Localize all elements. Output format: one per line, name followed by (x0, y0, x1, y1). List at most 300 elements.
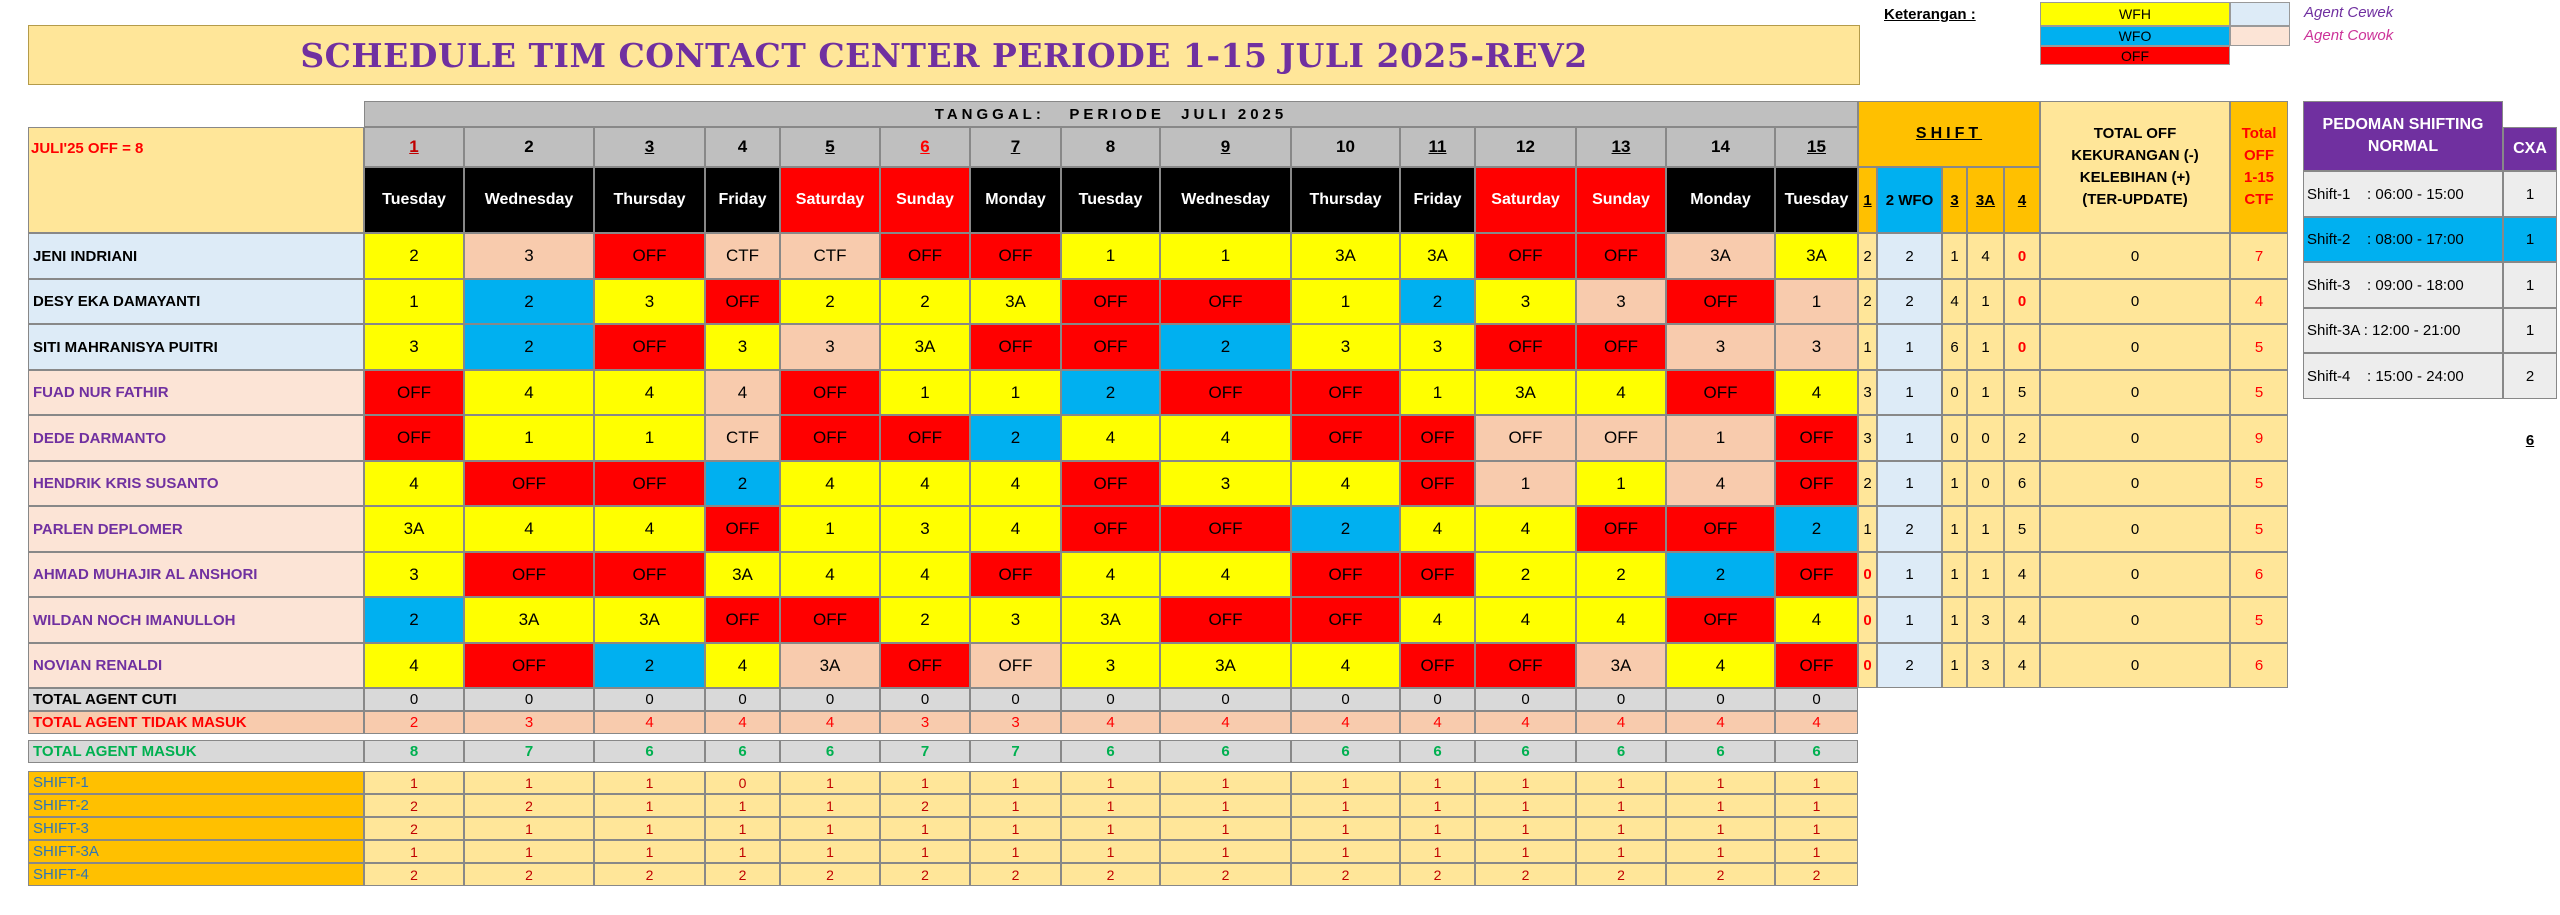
shift-count-cell: 1 (1877, 370, 1942, 415)
schedule-cell: OFF (594, 461, 705, 506)
pedoman-cxa-value: 1 (2503, 262, 2557, 308)
schedule-cell: OFF (1775, 461, 1858, 506)
schedule-cell: 1 (1775, 279, 1858, 324)
pedoman-title-line: PEDOMAN SHIFTING (2322, 116, 2484, 133)
date-number: 4 (705, 127, 780, 167)
shift-summary-cell: 1 (594, 794, 705, 817)
schedule-cell: 2 (1160, 324, 1291, 370)
schedule-cell: 3 (780, 324, 880, 370)
shift-header: SHIFT (1858, 101, 2040, 167)
legend-wfh: WFH (2040, 2, 2230, 26)
shift-summary-cell: 2 (594, 863, 705, 886)
shift-count-cell: 1 (1942, 461, 1967, 506)
total-ctf-header-line: Total (2241, 125, 2277, 142)
agent-name: HENDRIK KRIS SUSANTO (28, 461, 364, 506)
legend-off: OFF (2040, 46, 2230, 65)
shift-count-cell: 1 (1942, 506, 1967, 552)
totals-cell: 0 (1775, 688, 1858, 711)
schedule-cell: 3 (1400, 324, 1475, 370)
schedule-cell: OFF (705, 279, 780, 324)
date-number: 12 (1475, 127, 1576, 167)
shift-summary-cell: 2 (364, 863, 464, 886)
schedule-cell: 4 (1576, 597, 1666, 643)
schedule-cell: 2 (464, 279, 594, 324)
pedoman-cxa-value: 1 (2503, 171, 2557, 217)
schedule-cell: 2 (1775, 506, 1858, 552)
schedule-cell: 4 (1400, 506, 1475, 552)
totals-cell: 0 (1400, 688, 1475, 711)
shift-summary-cell: 1 (594, 840, 705, 863)
shift-summary-cell: 1 (364, 840, 464, 863)
schedule-cell: 2 (364, 597, 464, 643)
totals-cell: 0 (594, 688, 705, 711)
totals-cell: 6 (780, 740, 880, 763)
schedule-cell: 4 (1061, 552, 1160, 597)
totals-cell: 0 (1666, 688, 1775, 711)
day-name: Wednesday (464, 167, 594, 233)
schedule-cell: OFF (1291, 415, 1400, 461)
shift-summary-cell: 1 (705, 840, 780, 863)
date-number: 15 (1775, 127, 1858, 167)
shift-count-cell: 1 (1942, 233, 1967, 279)
shift-count-cell: 3 (1858, 370, 1877, 415)
schedule-cell: 4 (1475, 506, 1576, 552)
shift-summary-cell: 2 (1400, 863, 1475, 886)
shift-summary-cell: 1 (1666, 817, 1775, 840)
shift-count-cell: 4 (1942, 279, 1967, 324)
schedule-cell: 2 (1400, 279, 1475, 324)
schedule-cell: 1 (970, 370, 1061, 415)
shift-summary-cell: 2 (1475, 863, 1576, 886)
shift-summary-cell: 1 (970, 771, 1061, 794)
shift-summary-cell: 1 (780, 771, 880, 794)
totals-cell: 0 (1291, 688, 1400, 711)
shift-count-cell: 4 (2004, 552, 2040, 597)
shift-summary-cell: 1 (1775, 817, 1858, 840)
shift-summary-cell: 1 (780, 794, 880, 817)
schedule-cell: OFF (1576, 324, 1666, 370)
shift-summary-cell: 1 (780, 817, 880, 840)
shift-summary-cell: 1 (880, 817, 970, 840)
total-off-cell: 0 (2040, 506, 2230, 552)
schedule-cell: OFF (1400, 461, 1475, 506)
page-title: SCHEDULE TIM CONTACT CENTER PERIODE 1-15 JULI 2025-REV2 (28, 25, 1860, 85)
schedule-cell: 3A (1400, 233, 1475, 279)
shift-count-cell: 6 (1942, 324, 1967, 370)
date-number: 14 (1666, 127, 1775, 167)
schedule-cell: OFF (594, 552, 705, 597)
agent-name: DEDE DARMANTO (28, 415, 364, 461)
schedule-cell: 2 (1666, 552, 1775, 597)
shift-summary-cell: 1 (1666, 840, 1775, 863)
day-name: Sunday (1576, 167, 1666, 233)
schedule-cell: 4 (1400, 597, 1475, 643)
day-name: Tuesday (1775, 167, 1858, 233)
schedule-cell: OFF (1061, 461, 1160, 506)
total-off-header (2040, 101, 2230, 233)
schedule-cell: 3A (594, 597, 705, 643)
schedule-cell: 3 (364, 324, 464, 370)
date-number: 10 (1291, 127, 1400, 167)
schedule-cell: OFF (780, 370, 880, 415)
schedule-cell: 4 (364, 461, 464, 506)
totals-cell: 4 (780, 711, 880, 734)
schedule-cell: 4 (1160, 552, 1291, 597)
shift-count-cell: 1 (1877, 324, 1942, 370)
schedule-cell: 2 (1291, 506, 1400, 552)
totals-cell: 0 (364, 688, 464, 711)
date-number: 13 (1576, 127, 1666, 167)
shift-summary-cell: 1 (1475, 794, 1576, 817)
shift-col-header: 1 (1858, 167, 1877, 233)
total-ctf-cell: 7 (2230, 233, 2288, 279)
schedule-cell: OFF (1160, 279, 1291, 324)
shift-summary-cell: 1 (1666, 771, 1775, 794)
shift-summary-cell: 2 (880, 863, 970, 886)
shift-summary-cell: 1 (970, 840, 1061, 863)
totals-cell: 4 (1400, 711, 1475, 734)
totals-cell: 4 (1160, 711, 1291, 734)
shift-summary-cell: 2 (364, 817, 464, 840)
date-number: 6 (880, 127, 970, 167)
shift-count-cell: 4 (2004, 597, 2040, 643)
day-name: Saturday (780, 167, 880, 233)
totals-cell: 0 (464, 688, 594, 711)
schedule-cell: OFF (1475, 324, 1576, 370)
shift-count-cell: 0 (1942, 415, 1967, 461)
totals-cell: 4 (1576, 711, 1666, 734)
schedule-cell: OFF (970, 233, 1061, 279)
schedule-cell: 4 (594, 506, 705, 552)
schedule-cell: OFF (594, 233, 705, 279)
shift-summary-label: SHIFT-1 (28, 771, 364, 794)
totals-cell: 0 (780, 688, 880, 711)
shift-count-cell: 4 (1967, 233, 2004, 279)
schedule-cell: OFF (1475, 233, 1576, 279)
shift-count-cell: 3 (1967, 643, 2004, 688)
shift-summary-label: SHIFT-4 (28, 863, 364, 886)
shift-summary-cell: 2 (1160, 863, 1291, 886)
schedule-cell: 4 (1775, 597, 1858, 643)
schedule-cell: 3 (970, 597, 1061, 643)
pedoman-shift-row: Shift-1 : 06:00 - 15:00 (2303, 171, 2503, 217)
schedule-cell: OFF (970, 324, 1061, 370)
schedule-cell: 4 (1061, 415, 1160, 461)
day-name: Sunday (880, 167, 970, 233)
shift-count-cell: 2 (2004, 415, 2040, 461)
shift-summary-cell: 1 (1160, 817, 1291, 840)
total-off-cell: 0 (2040, 279, 2230, 324)
shift-summary-cell: 1 (880, 771, 970, 794)
totals-cell: 0 (1576, 688, 1666, 711)
schedule-cell: 3 (1775, 324, 1858, 370)
schedule-cell: 1 (1291, 279, 1400, 324)
off-quota-note: JULI'25 OFF = 8 (28, 127, 364, 233)
schedule-cell: 2 (1576, 552, 1666, 597)
shift-summary-cell: 1 (970, 794, 1061, 817)
shift-summary-cell: 1 (780, 840, 880, 863)
schedule-cell: OFF (1775, 415, 1858, 461)
schedule-cell: 4 (1775, 370, 1858, 415)
agent-name: WILDAN NOCH IMANULLOH (28, 597, 364, 643)
schedule-cell: OFF (1160, 506, 1291, 552)
schedule-cell: 3A (1775, 233, 1858, 279)
totals-label: TOTAL AGENT TIDAK MASUK (28, 711, 364, 734)
pedoman-shift-row: Shift-2 : 08:00 - 17:00 (2303, 217, 2503, 262)
schedule-cell: CTF (780, 233, 880, 279)
shift-summary-cell: 1 (1291, 817, 1400, 840)
schedule-cell: 4 (464, 506, 594, 552)
shift-count-cell: 0 (1858, 643, 1877, 688)
schedule-cell: OFF (1160, 597, 1291, 643)
shift-count-cell: 0 (1967, 415, 2004, 461)
schedule-cell: 3A (1666, 233, 1775, 279)
totals-cell: 0 (705, 688, 780, 711)
totals-cell: 4 (1475, 711, 1576, 734)
total-off-header-line: KEKURANGAN (-) (2071, 147, 2199, 164)
shift-summary-cell: 1 (1291, 794, 1400, 817)
schedule-cell: 1 (880, 370, 970, 415)
shift-summary-cell: 1 (1576, 817, 1666, 840)
schedule-cell: 1 (594, 415, 705, 461)
shift-summary-cell: 2 (1061, 863, 1160, 886)
schedule-cell: 3 (1061, 643, 1160, 688)
schedule-cell: OFF (1061, 324, 1160, 370)
schedule-cell: OFF (880, 415, 970, 461)
shift-count-cell: 0 (2004, 324, 2040, 370)
schedule-cell: 2 (780, 279, 880, 324)
shift-count-cell: 0 (1858, 552, 1877, 597)
shift-summary-cell: 2 (1576, 863, 1666, 886)
date-number: 7 (970, 127, 1061, 167)
day-name: Thursday (594, 167, 705, 233)
totals-cell: 4 (705, 711, 780, 734)
shift-count-cell: 3 (1967, 597, 2004, 643)
schedule-cell: 4 (1291, 461, 1400, 506)
schedule-cell: 3 (1291, 324, 1400, 370)
schedule-cell: OFF (1291, 370, 1400, 415)
date-number: 2 (464, 127, 594, 167)
schedule-cell: 1 (1400, 370, 1475, 415)
totals-cell: 3 (880, 711, 970, 734)
agent-name: FUAD NUR FATHIR (28, 370, 364, 415)
shift-count-cell: 1 (1967, 552, 2004, 597)
totals-cell: 2 (364, 711, 464, 734)
shift-summary-cell: 1 (1576, 771, 1666, 794)
schedule-cell: OFF (970, 552, 1061, 597)
schedule-cell: OFF (364, 415, 464, 461)
total-ctf-header (2230, 101, 2288, 233)
schedule-cell: OFF (880, 233, 970, 279)
shift-summary-label: SHIFT-3A (28, 840, 364, 863)
shift-count-cell: 1 (1967, 324, 2004, 370)
schedule-cell: 3 (1666, 324, 1775, 370)
agent-name: SITI MAHRANISYA PUITRI (28, 324, 364, 370)
total-off-cell: 0 (2040, 461, 2230, 506)
schedule-cell: OFF (1666, 370, 1775, 415)
shift-count-cell: 4 (2004, 643, 2040, 688)
schedule-cell: 3A (1576, 643, 1666, 688)
shift-count-cell: 0 (1858, 597, 1877, 643)
schedule-cell: 3 (1475, 279, 1576, 324)
total-off-cell: 0 (2040, 597, 2230, 643)
pedoman-shift-row: Shift-4 : 15:00 - 24:00 (2303, 353, 2503, 399)
totals-cell: 4 (594, 711, 705, 734)
schedule-cell: 3 (464, 233, 594, 279)
schedule-cell: 3 (880, 506, 970, 552)
schedule-cell: 1 (1576, 461, 1666, 506)
shift-count-cell: 1 (1877, 597, 1942, 643)
total-off-cell: 0 (2040, 324, 2230, 370)
shift-summary-cell: 1 (464, 771, 594, 794)
schedule-cell: OFF (780, 415, 880, 461)
totals-cell: 6 (1475, 740, 1576, 763)
total-ctf-cell: 9 (2230, 415, 2288, 461)
totals-cell: 6 (1666, 740, 1775, 763)
schedule-cell: OFF (1291, 597, 1400, 643)
schedule-cell: OFF (464, 461, 594, 506)
legend-male-swatch (2230, 26, 2290, 46)
schedule-cell: OFF (1291, 552, 1400, 597)
date-number: 9 (1160, 127, 1291, 167)
day-name: Tuesday (1061, 167, 1160, 233)
date-number: 3 (594, 127, 705, 167)
shift-count-cell: 3 (1858, 415, 1877, 461)
shift-summary-cell: 1 (1160, 771, 1291, 794)
shift-count-cell: 5 (2004, 506, 2040, 552)
shift-summary-cell: 1 (364, 771, 464, 794)
legend-agent-cewek: Agent Cewek (2304, 4, 2394, 21)
totals-cell: 6 (1061, 740, 1160, 763)
schedule-cell: OFF (1400, 552, 1475, 597)
schedule-cell: 4 (1666, 461, 1775, 506)
totals-cell: 6 (705, 740, 780, 763)
total-ctf-cell: 5 (2230, 461, 2288, 506)
schedule-cell: 1 (464, 415, 594, 461)
pedoman-cxa-total: 6 (2525, 431, 2535, 449)
schedule-cell: OFF (1061, 506, 1160, 552)
shift-summary-label: SHIFT-3 (28, 817, 364, 840)
schedule-cell: 2 (1061, 370, 1160, 415)
total-ctf-cell: 5 (2230, 597, 2288, 643)
shift-summary-cell: 0 (705, 771, 780, 794)
shift-count-cell: 0 (1967, 461, 2004, 506)
day-name: Thursday (1291, 167, 1400, 233)
shift-summary-cell: 1 (1775, 794, 1858, 817)
shift-summary-cell: 1 (1061, 794, 1160, 817)
total-off-cell: 0 (2040, 643, 2230, 688)
totals-cell: 4 (1291, 711, 1400, 734)
pedoman-cxa-value: 1 (2503, 308, 2557, 353)
shift-summary-cell: 2 (705, 863, 780, 886)
total-off-header-line: TOTAL OFF (2093, 125, 2177, 142)
shift-count-cell: 2 (1877, 643, 1942, 688)
shift-count-cell: 1 (1877, 415, 1942, 461)
shift-count-cell: 1 (1858, 324, 1877, 370)
schedule-cell: 4 (705, 643, 780, 688)
day-name: Friday (705, 167, 780, 233)
schedule-cell: OFF (1666, 506, 1775, 552)
schedule-cell: 2 (880, 597, 970, 643)
schedule-cell: 4 (880, 461, 970, 506)
shift-summary-cell: 1 (1400, 840, 1475, 863)
shift-summary-cell: 1 (464, 817, 594, 840)
totals-cell: 7 (970, 740, 1061, 763)
pedoman-title (2303, 101, 2503, 171)
shift-col-header: 3A (1967, 167, 2004, 233)
date-number: 11 (1400, 127, 1475, 167)
totals-cell: 6 (1160, 740, 1291, 763)
total-off-header-line: KELEBIHAN (+) (2079, 169, 2191, 186)
schedule-cell: OFF (780, 597, 880, 643)
totals-cell: 6 (594, 740, 705, 763)
day-name: Monday (970, 167, 1061, 233)
schedule-cell: OFF (464, 552, 594, 597)
shift-summary-cell: 1 (1061, 840, 1160, 863)
shift-summary-cell: 2 (780, 863, 880, 886)
agent-name: NOVIAN RENALDI (28, 643, 364, 688)
total-ctf-cell: 5 (2230, 324, 2288, 370)
date-number: 5 (780, 127, 880, 167)
schedule-cell: 2 (970, 415, 1061, 461)
shift-count-cell: 1 (1967, 279, 2004, 324)
schedule-cell: OFF (1666, 279, 1775, 324)
shift-count-cell: 1 (1942, 552, 1967, 597)
day-name: Tuesday (364, 167, 464, 233)
schedule-cell: 3A (1291, 233, 1400, 279)
shift-summary-cell: 2 (464, 794, 594, 817)
shift-summary-cell: 1 (1160, 794, 1291, 817)
totals-cell: 0 (1160, 688, 1291, 711)
shift-count-cell: 6 (2004, 461, 2040, 506)
schedule-cell: 3A (705, 552, 780, 597)
schedule-cell: OFF (970, 643, 1061, 688)
schedule-cell: 3A (1475, 370, 1576, 415)
totals-cell: 0 (1061, 688, 1160, 711)
shift-summary-cell: 1 (970, 817, 1061, 840)
date-number: 8 (1061, 127, 1160, 167)
shift-summary-cell: 1 (1061, 771, 1160, 794)
schedule-cell: OFF (1576, 233, 1666, 279)
pedoman-shift-row: Shift-3A : 12:00 - 21:00 (2303, 308, 2503, 353)
schedule-cell: CTF (705, 233, 780, 279)
totals-cell: 7 (464, 740, 594, 763)
schedule-cell: 1 (1666, 415, 1775, 461)
schedule-cell: OFF (1061, 279, 1160, 324)
totals-cell: 8 (364, 740, 464, 763)
schedule-cell: 3A (364, 506, 464, 552)
tanggal-header: TANGGAL: PERIODE JULI 2025 (364, 101, 1858, 127)
shift-count-cell: 2 (1858, 461, 1877, 506)
shift-count-cell: 1 (1942, 597, 1967, 643)
total-ctf-cell: 6 (2230, 643, 2288, 688)
shift-summary-cell: 1 (464, 840, 594, 863)
shift-summary-cell: 1 (1666, 794, 1775, 817)
pedoman-title-line: NORMAL (2367, 138, 2439, 155)
schedule-cell: 4 (880, 552, 970, 597)
schedule-cell: 4 (1160, 415, 1291, 461)
total-ctf-header-line: CTF (2244, 191, 2274, 208)
shift-count-cell: 0 (2004, 279, 2040, 324)
schedule-cell: 3 (594, 279, 705, 324)
shift-summary-cell: 2 (970, 863, 1061, 886)
totals-cell: 3 (464, 711, 594, 734)
totals-cell: 4 (1775, 711, 1858, 734)
shift-count-cell: 1 (1858, 506, 1877, 552)
schedule-cell: 1 (1061, 233, 1160, 279)
pedoman-cxa-value: 1 (2503, 217, 2557, 262)
shift-summary-cell: 1 (1400, 771, 1475, 794)
